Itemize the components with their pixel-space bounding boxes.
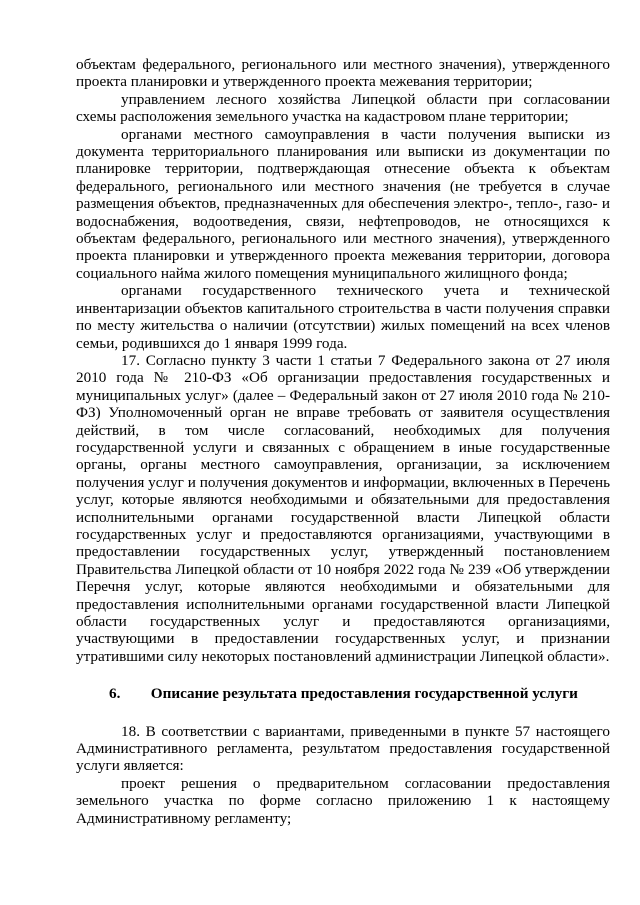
document-page xyxy=(76,56,610,827)
paragraph-local-government: органами местного самоуправления в части получения выписки из документа территориального планирования или выписки из документации по планировке территории, подтверждающая отнесение объекта к объектам федерального, регионального или местного значения (не требуется в случае размещения объектов, предназначенных для обеспечения электро-, тепло-, газо- и водоснабжения, водоотведения, связи, нефтепроводов, не относящихся к объектам федерального, регионального или местного значения), утвержденного проекта планировки и утвержденного проекта межевания территории, договора социального найма жилого помещения муниципального жилищного фонда; xyxy=(76,125,610,282)
paragraph-technical-inventory: органами государственного технического учета и технической инвентаризации объектов капитального строительства в части получения справки по месту жительства о наличии (отсутствии) жилых помещений на всех членов семьи, родившихся до 1 января 1999 года. xyxy=(76,282,610,352)
section-title: Описание результата предоставления государственной услуги xyxy=(150,685,578,703)
paragraph-forestry-approval: управлением лесного хозяйства Липецкой области при согласовании схемы расположения земельного участка на кадастровом плане территории; xyxy=(76,90,610,126)
paragraph-18: 18. В соответствии с вариантами, приведенными в пункте 57 настоящего Административного регламента, результатом предоставления государственной услуги является: xyxy=(76,722,610,775)
paragraph-draft-decision: проект решения о предварительном согласовании предоставления земельного участка по форме согласно приложению 1 к настоящему Административному регламенту; xyxy=(76,774,610,827)
section-heading xyxy=(76,685,610,702)
paragraph-17: 17. Согласно пункту 3 части 1 статьи 7 Федерального закона от 27 июля 2010 года № 210-ФЗ «Об организации предоставления государственных и муниципальных услуг» (далее – Федеральный закон от 27 июля 2010 года № 210-ФЗ) Уполномоченный орган не вправе требовать от заявителя осуществления действий, в том числе согласований, необходимых для получения государственной услуги и связанных с обращением в иные государственные органы, органы местного самоуправления, организации, за исключением получения услуг и получения документов и информации, включенных в Перечень услуг, которые являются необходимыми и обязательными для предоставления исполнительными органами государственной власти Липецкой области государственных услуг и предоставляются организациями, участвующими в предоставлении государственных услуг, утвержденный постановлением Правительства Липецкой области от 10 ноября 2022 года № 239 «Об утверждении Перечня услуг, которые являются необходимыми и обязательными для предоставления исполнительными органами государственной власти Липецкой области государственных услуг и предоставляются организациями, участвующими в предоставлении государственных услуг, и признании утратившими силу некоторых постановлений администрации Липецкой области». xyxy=(76,351,610,665)
section-number: 6. xyxy=(109,685,121,703)
paragraph-continued: объектам федерального, регионального или местного значения), утвержденного проекта планировки и утвержденного проекта межевания территории; xyxy=(76,56,610,91)
